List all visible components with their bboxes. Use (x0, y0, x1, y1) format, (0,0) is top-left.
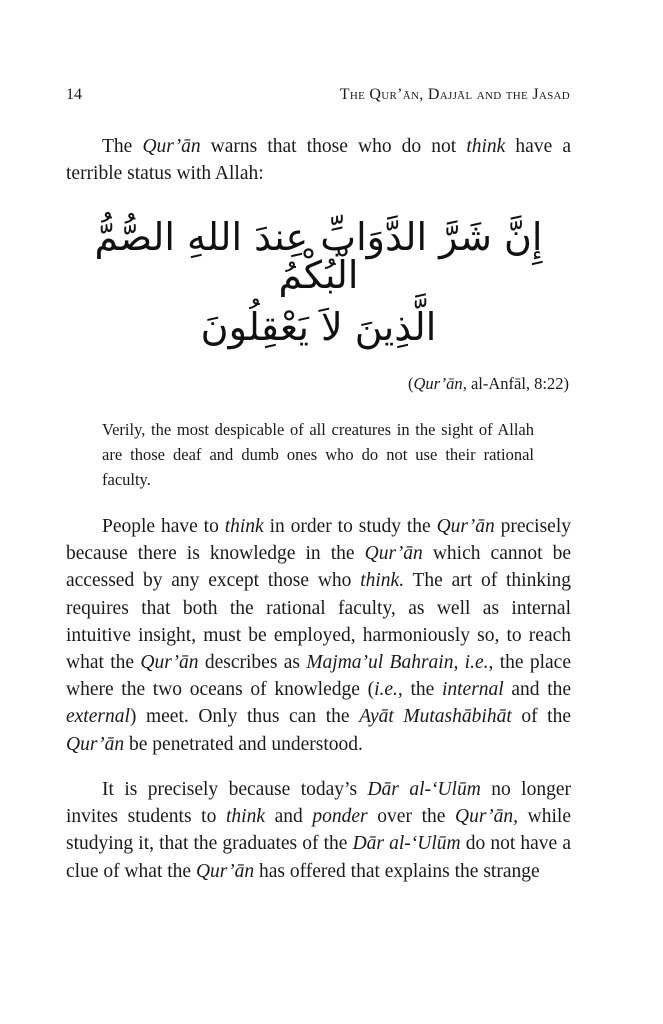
intro-paragraph: The Qur’ān warns that those who do not think have a terrible status with Allah: (66, 136, 571, 185)
page-header (66, 86, 570, 110)
verse-translation: Verily, the most despicable of all creatures in the sight of Allah are those deaf and dumb ones who do not use their rational faculty. (102, 420, 534, 489)
body-paragraph-2: People have to think in order to study the Qur’ān precisely because there is knowledge in the Qur’ān which cannot be accessed by any except those who think. The art of thinking requires that both the rational faculty, as well as internal intuitive insight, must be employed, harmoniously so, to reach what the Qur’ān describes as Majma’ul Bahrain, i.e., the place where the two oceans of knowledge (i.e., the internal and the external) meet. Only thus can the Ayāt Mutashābihāt of the Qur’ān be penetrated and understood. (66, 516, 572, 755)
arabic-verse-line-1: إِنَّ شَرَّ الدَّوَابِّ عِندَ اللهِ الصُّمُّ الْبُكْمُ (94, 215, 543, 297)
verse-citation: (Qur’ān, al-Anfāl, 8:22) (407, 374, 569, 393)
body-paragraph-3: It is precisely because today’s Dār al-‘Ulūm no longer invites students to think and ponder over the Qur’ān, while studying it, that the graduates of the Dār al-‘Ulūm do not have a clue of what the Qur’ān has offered that explains the strange (66, 779, 571, 882)
running-title: The Qur’ān, Dajjāl and the Jasad (339, 86, 570, 103)
page-number: 14 (66, 86, 82, 103)
arabic-verse-line-2: الَّذِينَ لاَ يَعْقِلُونَ (200, 305, 437, 349)
